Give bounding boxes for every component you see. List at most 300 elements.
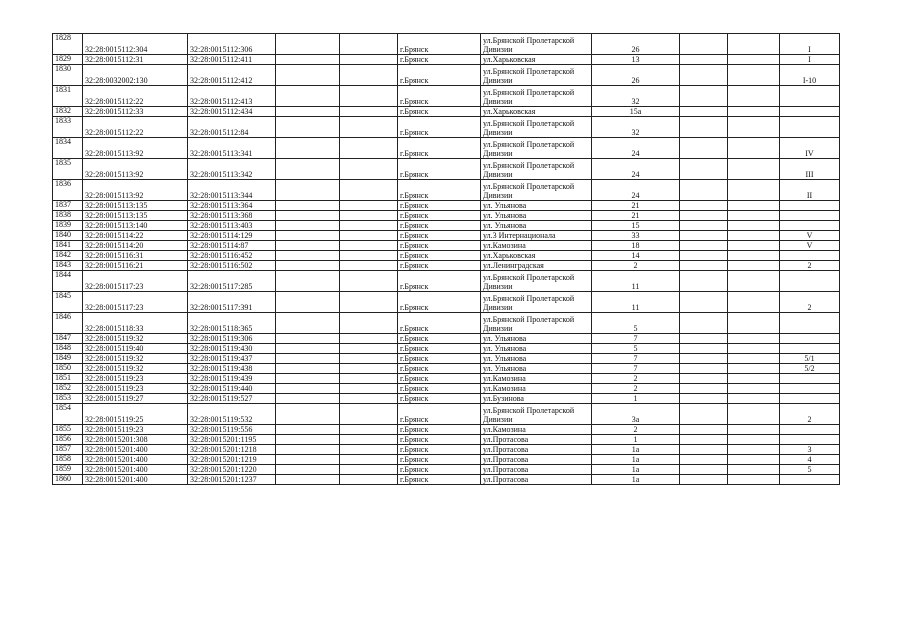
empty-cell — [340, 425, 398, 435]
apartment-cell: V — [780, 241, 840, 251]
row-number: 1832 — [53, 107, 83, 117]
empty-cell — [728, 180, 780, 201]
street-cell: ул.Протасова — [481, 465, 592, 475]
city-cell: г.Брянск — [398, 374, 481, 384]
cadastral-number-land: 32:28:0015117:23 — [83, 292, 188, 313]
row-number: 1856 — [53, 435, 83, 445]
empty-cell — [340, 354, 398, 364]
city-cell: г.Брянск — [398, 138, 481, 159]
cadastral-number-object: 32:28:0015201:1220 — [188, 465, 276, 475]
city-cell: г.Брянск — [398, 425, 481, 435]
row-number: 1853 — [53, 394, 83, 404]
city-cell: г.Брянск — [398, 86, 481, 107]
house-number-cell: 1а — [592, 455, 680, 465]
empty-cell — [680, 475, 728, 485]
empty-cell — [276, 231, 340, 241]
street-cell: ул. Ульянова — [481, 211, 592, 221]
row-number: 1840 — [53, 231, 83, 241]
cadastral-number-object: 32:28:0015112:306 — [188, 34, 276, 55]
city-cell: г.Брянск — [398, 117, 481, 138]
apartment-cell: 5/1 — [780, 354, 840, 364]
cadastral-number-land: 32:28:0015112:22 — [83, 86, 188, 107]
cadastral-number-object: 32:28:0015117:391 — [188, 292, 276, 313]
empty-cell — [276, 354, 340, 364]
cadastral-number-land: 32:28:0015118:33 — [83, 313, 188, 334]
cadastral-number-object: 32:28:0015117:285 — [188, 271, 276, 292]
city-cell: г.Брянск — [398, 251, 481, 261]
cadastral-number-object: 32:28:0015119:430 — [188, 344, 276, 354]
empty-cell — [728, 241, 780, 251]
apartment-cell — [780, 344, 840, 354]
house-number-cell: 7 — [592, 354, 680, 364]
table-row — [53, 292, 840, 313]
empty-cell — [728, 334, 780, 344]
house-number-cell: 21 — [592, 211, 680, 221]
cadastral-number-land: 32:28:0015112:304 — [83, 34, 188, 55]
street-cell: ул.Брянской Пролетарской Дивизии — [481, 138, 592, 159]
city-cell: г.Брянск — [398, 344, 481, 354]
cadastral-number-object: 32:28:0015112:413 — [188, 86, 276, 107]
table-row — [53, 241, 840, 251]
table-row — [53, 180, 840, 201]
empty-cell — [728, 374, 780, 384]
cadastral-number-land: 32:28:0015112:22 — [83, 117, 188, 138]
empty-cell — [728, 107, 780, 117]
cadastral-number-land: 32:28:0015201:308 — [83, 435, 188, 445]
empty-cell — [340, 138, 398, 159]
empty-cell — [276, 180, 340, 201]
city-cell: г.Брянск — [398, 404, 481, 425]
table-row — [53, 271, 840, 292]
empty-cell — [276, 107, 340, 117]
house-number-cell: 18 — [592, 241, 680, 251]
empty-cell — [340, 261, 398, 271]
house-number-cell: 1 — [592, 394, 680, 404]
street-cell: ул.Брянской Пролетарской Дивизии — [481, 117, 592, 138]
cadastral-number-land: 32:28:0015117:23 — [83, 271, 188, 292]
city-cell: г.Брянск — [398, 271, 481, 292]
house-number-cell: 2 — [592, 425, 680, 435]
cadastral-number-object: 32:28:0015113:342 — [188, 159, 276, 180]
empty-cell — [276, 241, 340, 251]
empty-cell — [680, 117, 728, 138]
cadastral-number-object: 32:28:0015112:412 — [188, 65, 276, 86]
empty-cell — [680, 271, 728, 292]
street-cell: ул.Камозина — [481, 374, 592, 384]
table-row — [53, 334, 840, 344]
cadastral-number-land: 32:28:0015119:32 — [83, 354, 188, 364]
street-cell: ул.Протасова — [481, 455, 592, 465]
cadastral-number-land: 32:28:0015113:92 — [83, 138, 188, 159]
table-row — [53, 117, 840, 138]
row-number: 1857 — [53, 445, 83, 455]
house-number-cell: 33 — [592, 231, 680, 241]
empty-cell — [680, 201, 728, 211]
empty-cell — [680, 65, 728, 86]
apartment-cell — [780, 384, 840, 394]
empty-cell — [680, 344, 728, 354]
apartment-cell — [780, 86, 840, 107]
empty-cell — [728, 455, 780, 465]
house-number-cell: 1а — [592, 465, 680, 475]
table-row — [53, 394, 840, 404]
empty-cell — [276, 159, 340, 180]
apartment-cell: I — [780, 34, 840, 55]
city-cell: г.Брянск — [398, 221, 481, 231]
city-cell: г.Брянск — [398, 159, 481, 180]
city-cell: г.Брянск — [398, 384, 481, 394]
cadastral-number-object: 32:28:0015201:1237 — [188, 475, 276, 485]
cadastral-number-land: 32:28:0015112:31 — [83, 55, 188, 65]
city-cell: г.Брянск — [398, 475, 481, 485]
apartment-cell — [780, 251, 840, 261]
empty-cell — [680, 138, 728, 159]
table-row — [53, 384, 840, 394]
street-cell: ул.Харьковская — [481, 107, 592, 117]
empty-cell — [680, 292, 728, 313]
row-number: 1834 — [53, 138, 83, 159]
row-number: 1837 — [53, 201, 83, 211]
table-row — [53, 211, 840, 221]
empty-cell — [276, 86, 340, 107]
cadastral-number-object: 32:28:0015119:527 — [188, 394, 276, 404]
apartment-cell — [780, 211, 840, 221]
city-cell: г.Брянск — [398, 334, 481, 344]
table-row — [53, 159, 840, 180]
empty-cell — [728, 231, 780, 241]
house-number-cell: 21 — [592, 201, 680, 211]
empty-cell — [728, 435, 780, 445]
empty-cell — [680, 435, 728, 445]
row-number: 1841 — [53, 241, 83, 251]
apartment-cell: I-10 — [780, 65, 840, 86]
cadastral-number-object: 32:28:0015113:341 — [188, 138, 276, 159]
street-cell: ул.Брянской Пролетарской Дивизии — [481, 159, 592, 180]
empty-cell — [276, 384, 340, 394]
empty-cell — [728, 394, 780, 404]
empty-cell — [680, 313, 728, 334]
cadastral-number-object: 32:28:0015113:403 — [188, 221, 276, 231]
empty-cell — [276, 117, 340, 138]
city-cell: г.Брянск — [398, 180, 481, 201]
row-number: 1855 — [53, 425, 83, 435]
street-cell: ул. Ульянова — [481, 201, 592, 211]
table-row — [53, 107, 840, 117]
cadastral-number-land: 32:28:0015112:33 — [83, 107, 188, 117]
house-number-cell: 26 — [592, 34, 680, 55]
cadastral-number-land: 32:28:0015113:135 — [83, 211, 188, 221]
street-cell: ул. Ульянова — [481, 334, 592, 344]
apartment-cell — [780, 394, 840, 404]
city-cell: г.Брянск — [398, 65, 481, 86]
table-row — [53, 65, 840, 86]
cadastral-number-land: 32:28:0015113:135 — [83, 201, 188, 211]
apartment-cell — [780, 271, 840, 292]
table-row — [53, 354, 840, 364]
street-cell: ул.Камозина — [481, 425, 592, 435]
empty-cell — [276, 221, 340, 231]
empty-cell — [340, 251, 398, 261]
empty-cell — [680, 354, 728, 364]
empty-cell — [680, 334, 728, 344]
house-number-cell: 5 — [592, 344, 680, 354]
empty-cell — [680, 394, 728, 404]
empty-cell — [340, 241, 398, 251]
apartment-cell — [780, 201, 840, 211]
street-cell: ул. Ульянова — [481, 344, 592, 354]
empty-cell — [728, 465, 780, 475]
empty-cell — [680, 34, 728, 55]
house-number-cell: 24 — [592, 180, 680, 201]
apartment-cell — [780, 334, 840, 344]
apartment-cell: 5 — [780, 465, 840, 475]
empty-cell — [276, 138, 340, 159]
table-row — [53, 344, 840, 354]
row-number: 1838 — [53, 211, 83, 221]
apartment-cell — [780, 425, 840, 435]
house-number-cell: 13 — [592, 55, 680, 65]
table-row — [53, 435, 840, 445]
row-number: 1859 — [53, 465, 83, 475]
street-cell: ул.Брянской Пролетарской Дивизии — [481, 271, 592, 292]
street-cell: ул.Брянской Пролетарской Дивизии — [481, 34, 592, 55]
cadastral-number-object: 32:28:0015116:452 — [188, 251, 276, 261]
street-cell: ул.Протасова — [481, 445, 592, 455]
empty-cell — [680, 180, 728, 201]
cadastral-number-land: 32:28:0015113:140 — [83, 221, 188, 231]
row-number: 1847 — [53, 334, 83, 344]
empty-cell — [340, 394, 398, 404]
city-cell: г.Брянск — [398, 231, 481, 241]
street-cell: ул.Брянской Пролетарской Дивизии — [481, 180, 592, 201]
empty-cell — [728, 261, 780, 271]
house-number-cell: 1а — [592, 475, 680, 485]
city-cell: г.Брянск — [398, 445, 481, 455]
cadastral-number-object: 32:28:0015114:129 — [188, 231, 276, 241]
cadastral-number-object: 32:28:0015112:411 — [188, 55, 276, 65]
cadastral-number-object: 32:28:0015113:364 — [188, 201, 276, 211]
city-cell: г.Брянск — [398, 107, 481, 117]
street-cell: ул. Ульянова — [481, 354, 592, 364]
empty-cell — [728, 159, 780, 180]
row-number: 1854 — [53, 404, 83, 425]
city-cell: г.Брянск — [398, 55, 481, 65]
cadastral-number-land: 32:28:0015201:400 — [83, 475, 188, 485]
table-row — [53, 86, 840, 107]
street-cell: ул.Протасова — [481, 435, 592, 445]
table-row — [53, 475, 840, 485]
city-cell: г.Брянск — [398, 354, 481, 364]
empty-cell — [680, 425, 728, 435]
empty-cell — [276, 271, 340, 292]
house-number-cell: 1а — [592, 445, 680, 455]
empty-cell — [680, 55, 728, 65]
house-number-cell: 3а — [592, 404, 680, 425]
empty-cell — [276, 211, 340, 221]
table-row — [53, 455, 840, 465]
empty-cell — [276, 425, 340, 435]
apartment-cell: 2 — [780, 292, 840, 313]
empty-cell — [276, 292, 340, 313]
house-number-cell: 24 — [592, 138, 680, 159]
cadastral-number-object: 32:28:0015119:438 — [188, 364, 276, 374]
empty-cell — [728, 425, 780, 435]
empty-cell — [728, 475, 780, 485]
city-cell: г.Брянск — [398, 394, 481, 404]
empty-cell — [680, 211, 728, 221]
empty-cell — [276, 34, 340, 55]
table-row — [53, 34, 840, 55]
empty-cell — [276, 251, 340, 261]
apartment-cell — [780, 221, 840, 231]
empty-cell — [340, 159, 398, 180]
cadastral-number-object: 32:28:0015114:87 — [188, 241, 276, 251]
street-cell: ул. Ульянова — [481, 221, 592, 231]
row-number: 1844 — [53, 271, 83, 292]
empty-cell — [340, 55, 398, 65]
empty-cell — [728, 404, 780, 425]
row-number: 1848 — [53, 344, 83, 354]
cadastral-number-land: 32:28:0015119:23 — [83, 374, 188, 384]
row-number: 1833 — [53, 117, 83, 138]
house-number-cell: 26 — [592, 65, 680, 86]
cadastral-number-land: 32:28:0015119:32 — [83, 334, 188, 344]
city-cell: г.Брянск — [398, 241, 481, 251]
empty-cell — [728, 201, 780, 211]
cadastral-number-object: 32:28:0015119:306 — [188, 334, 276, 344]
empty-cell — [340, 455, 398, 465]
empty-cell — [276, 475, 340, 485]
empty-cell — [728, 364, 780, 374]
table-row — [53, 404, 840, 425]
cadastral-number-object: 32:28:0015112:84 — [188, 117, 276, 138]
empty-cell — [728, 65, 780, 86]
row-number: 1860 — [53, 475, 83, 485]
house-number-cell: 24 — [592, 159, 680, 180]
empty-cell — [276, 374, 340, 384]
empty-cell — [340, 334, 398, 344]
apartment-cell: II — [780, 180, 840, 201]
table-row — [53, 55, 840, 65]
cadastral-number-land: 32:28:0015119:25 — [83, 404, 188, 425]
house-number-cell: 2 — [592, 374, 680, 384]
house-number-cell: 15 — [592, 221, 680, 231]
row-number: 1831 — [53, 86, 83, 107]
empty-cell — [680, 404, 728, 425]
street-cell: ул.Харьковская — [481, 251, 592, 261]
empty-cell — [680, 364, 728, 374]
empty-cell — [276, 313, 340, 334]
cadastral-number-object: 32:28:0015113:368 — [188, 211, 276, 221]
city-cell: г.Брянск — [398, 211, 481, 221]
empty-cell — [340, 201, 398, 211]
cadastral-number-land: 32:28:0015119:40 — [83, 344, 188, 354]
row-number: 1852 — [53, 384, 83, 394]
empty-cell — [728, 292, 780, 313]
cadastral-number-object: 32:28:0015119:532 — [188, 404, 276, 425]
empty-cell — [340, 465, 398, 475]
empty-cell — [728, 445, 780, 455]
city-cell: г.Брянск — [398, 201, 481, 211]
empty-cell — [340, 231, 398, 241]
empty-cell — [680, 384, 728, 394]
row-number: 1829 — [53, 55, 83, 65]
table-row — [53, 364, 840, 374]
table-row — [53, 138, 840, 159]
street-cell: ул.Брянской Пролетарской Дивизии — [481, 404, 592, 425]
empty-cell — [728, 138, 780, 159]
empty-cell — [276, 334, 340, 344]
empty-cell — [728, 354, 780, 364]
empty-cell — [340, 404, 398, 425]
cadastral-number-object: 32:28:0015201:1218 — [188, 445, 276, 455]
empty-cell — [728, 55, 780, 65]
cadastral-number-object: 32:28:0015201:1219 — [188, 455, 276, 465]
row-number: 1858 — [53, 455, 83, 465]
table-row — [53, 261, 840, 271]
empty-cell — [340, 344, 398, 354]
empty-cell — [340, 34, 398, 55]
apartment-cell: V — [780, 231, 840, 241]
street-cell: ул.Брянской Пролетарской Дивизии — [481, 86, 592, 107]
street-cell: ул.Брянской Пролетарской Дивизии — [481, 292, 592, 313]
apartment-cell — [780, 374, 840, 384]
house-number-cell: 32 — [592, 117, 680, 138]
empty-cell — [276, 404, 340, 425]
empty-cell — [680, 86, 728, 107]
apartment-cell — [780, 435, 840, 445]
street-cell: ул.Камозина — [481, 241, 592, 251]
apartment-cell: 3 — [780, 445, 840, 455]
registry-table — [52, 33, 840, 485]
street-cell: ул.Харьковская — [481, 55, 592, 65]
city-cell: г.Брянск — [398, 313, 481, 334]
cadastral-number-land: 32:28:0015116:21 — [83, 261, 188, 271]
registry-rows — [53, 34, 840, 485]
house-number-cell: 7 — [592, 364, 680, 374]
cadastral-number-land: 32:28:0015114:22 — [83, 231, 188, 241]
empty-cell — [340, 180, 398, 201]
empty-cell — [680, 445, 728, 455]
cadastral-number-land: 32:28:0015201:400 — [83, 445, 188, 455]
cadastral-number-object: 32:28:0015119:439 — [188, 374, 276, 384]
empty-cell — [680, 231, 728, 241]
empty-cell — [276, 55, 340, 65]
apartment-cell — [780, 313, 840, 334]
apartment-cell — [780, 117, 840, 138]
empty-cell — [728, 86, 780, 107]
empty-cell — [680, 455, 728, 465]
house-number-cell: 14 — [592, 251, 680, 261]
table-row — [53, 374, 840, 384]
empty-cell — [276, 465, 340, 475]
empty-cell — [728, 211, 780, 221]
apartment-cell: IV — [780, 138, 840, 159]
row-number: 1851 — [53, 374, 83, 384]
table-row — [53, 251, 840, 261]
street-cell: ул.Ленинградская — [481, 261, 592, 271]
cadastral-number-land: 32:28:0015119:23 — [83, 425, 188, 435]
empty-cell — [728, 117, 780, 138]
cadastral-number-object: 32:28:0015119:440 — [188, 384, 276, 394]
empty-cell — [340, 384, 398, 394]
table-row — [53, 231, 840, 241]
apartment-cell — [780, 475, 840, 485]
street-cell: ул.3 Интернационала — [481, 231, 592, 241]
empty-cell — [340, 107, 398, 117]
house-number-cell: 32 — [592, 86, 680, 107]
cadastral-number-object: 32:28:0015119:437 — [188, 354, 276, 364]
